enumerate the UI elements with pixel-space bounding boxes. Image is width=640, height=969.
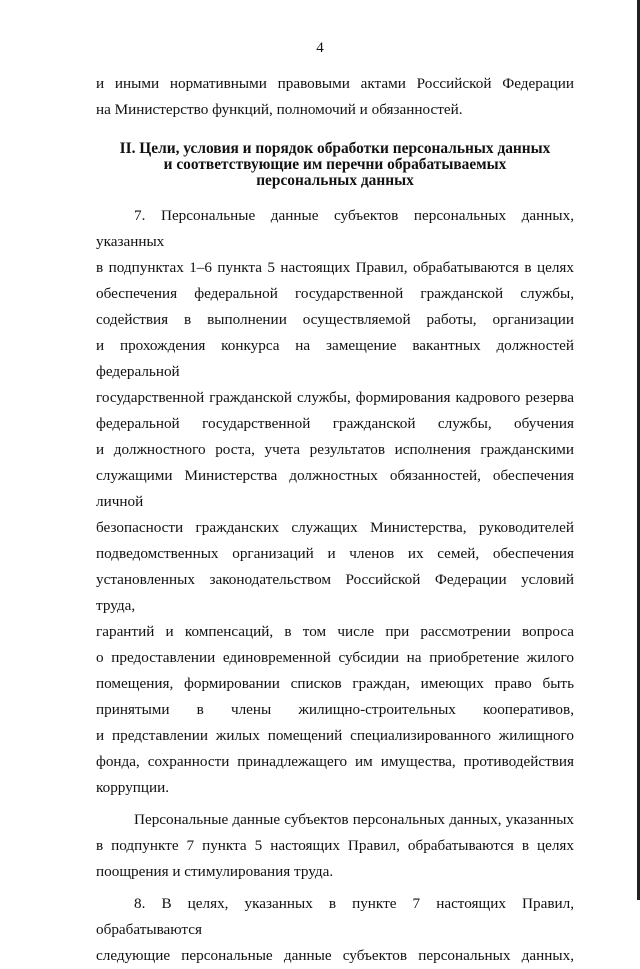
paragraph-line: поощрения и стимулирования труда.	[96, 863, 334, 880]
heading-line: персональных данных	[256, 172, 414, 189]
intro-line: на Министерство функций, полномочий и обязанностей.	[96, 101, 463, 118]
paragraph-line: 7. Персональные данные субъектов персональных данных, указанных	[96, 207, 574, 250]
paragraph-8	[96, 891, 574, 969]
page-number: 4	[316, 40, 324, 56]
paragraph-line: установленных законодательством Российской Федерации условий труда,	[96, 571, 574, 614]
paragraph-line: следующие персональные данные субъектов персональных данных,	[96, 947, 574, 964]
paragraph-line: и должностного роста, учета результатов исполнения гражданскими	[96, 441, 574, 458]
paragraph-7b	[96, 807, 574, 885]
paragraph-line: помещения, формировании списков граждан, имеющих право быть	[96, 675, 574, 692]
document-body	[96, 71, 574, 969]
paragraph-line: в подпункте 7 пункта 5 настоящих Правил, обрабатываются в целях	[96, 837, 574, 854]
section-heading	[96, 141, 574, 189]
paragraph-line: фонда, сохранности принадлежащего им имущества, противодействия	[96, 753, 574, 770]
intro-text	[96, 71, 574, 123]
paragraph-line: безопасности гражданских служащих Министерства, руководителей	[96, 519, 574, 536]
paragraph-line: Персональные данные субъектов персональных данных, указанных	[134, 811, 574, 828]
paragraph-line: коррупции.	[96, 779, 170, 796]
paragraph-line: обеспечения федеральной государственной гражданской службы,	[96, 285, 574, 302]
paragraph-line: федеральной государственной гражданской службы, обучения	[96, 415, 574, 432]
intro-line: и иными нормативными правовыми актами Российской Федерации	[96, 75, 574, 92]
paragraph-line: принятыми в члены жилищно-строительных кооперативов,	[96, 701, 574, 718]
paragraph-line: служащими Министерства должностных обязанностей, обеспечения личной	[96, 467, 574, 510]
paragraph-line: и прохождения конкурса на замещение вакантных должностей федеральной	[96, 337, 574, 380]
paragraph-line: содействия в выполнении осуществляемой работы, организации	[96, 311, 574, 328]
paragraph-line: подведомственных организаций и членов их семей, обеспечения	[96, 545, 574, 562]
paragraph-line: в подпунктах 1–6 пункта 5 настоящих Правил, обрабатываются в целях	[96, 259, 574, 276]
heading-line: и соответствующие им перечни обрабатываемых	[163, 156, 507, 173]
paragraph-line: гарантий и компенсаций, в том числе при рассмотрении вопроса	[96, 623, 574, 640]
paragraph-line: государственной гражданской службы, формирования кадрового резерва	[96, 389, 574, 406]
paragraph-line: и представлении жилых помещений специализированного жилищного	[96, 727, 574, 744]
heading-line: II. Цели, условия и порядок обработки персональных данных	[119, 140, 551, 157]
paragraph-line: о предоставлении единовременной субсидии на приобретение жилого	[96, 649, 574, 666]
paragraph-line: 8. В целях, указанных в пункте 7 настоящих Правил, обрабатываются	[96, 895, 574, 938]
paragraph-7	[96, 203, 574, 801]
